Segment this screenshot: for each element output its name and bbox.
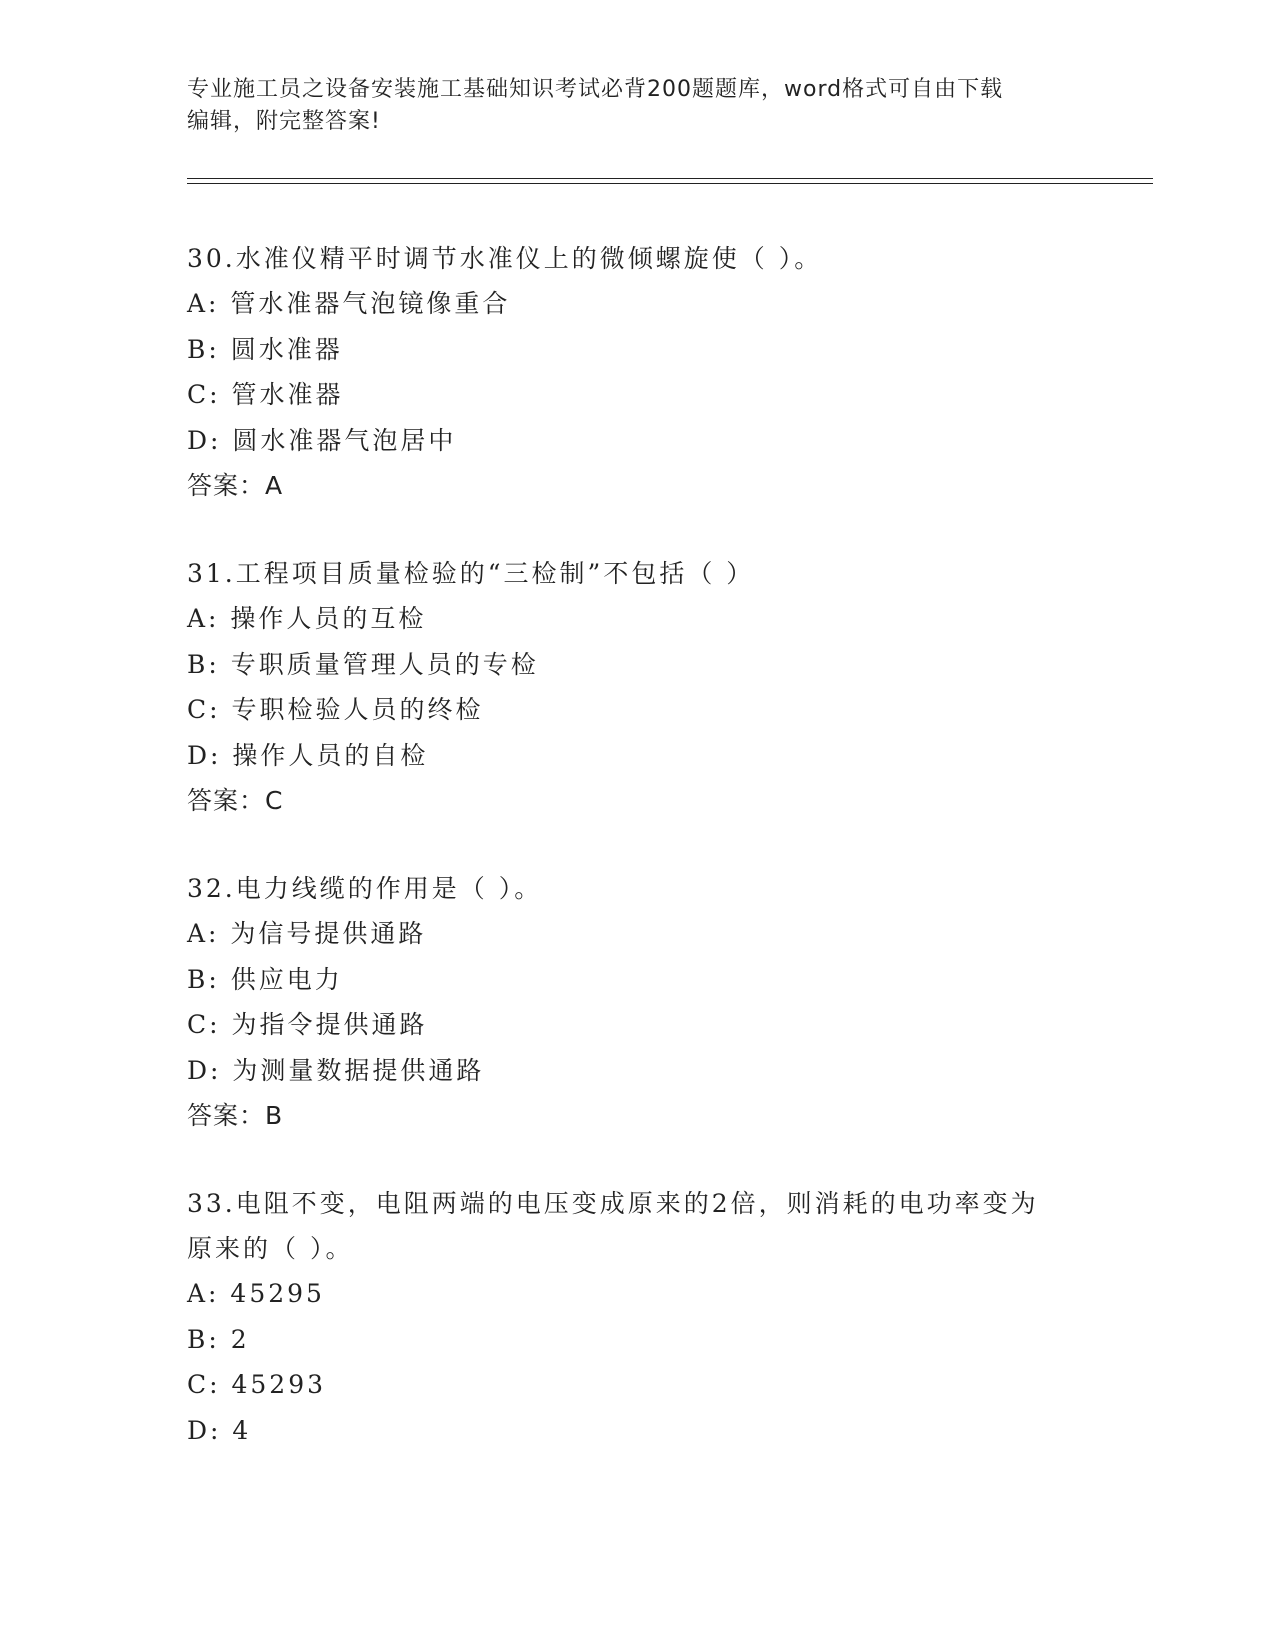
option-b: B: 专职质量管理人员的专检 xyxy=(187,649,539,679)
option-c: C: 为指令提供通路 xyxy=(187,1010,428,1039)
option-a: A: 45295 xyxy=(187,1279,325,1308)
option-b: B: 2 xyxy=(187,1324,250,1354)
question-stem-line-1: 33.电阻不变，电阻两端的电压变成原来的2倍，则消耗的电功率变为 xyxy=(187,1189,1039,1218)
option-d: D: 4 xyxy=(187,1415,252,1445)
question-list xyxy=(187,236,1087,1496)
option-a: A: 操作人员的互检 xyxy=(187,604,427,633)
question-stem: 32.电力线缆的作用是（ ）。 xyxy=(187,874,543,903)
option-b: B: 圆水准器 xyxy=(187,334,343,364)
document-header xyxy=(187,74,1067,138)
header-divider-bottom xyxy=(187,183,1153,184)
question-30 xyxy=(187,236,1087,508)
header-divider-top xyxy=(187,178,1153,179)
option-c: C: 专职检验人员的终检 xyxy=(187,695,484,724)
option-a: A: 为信号提供通路 xyxy=(187,919,427,948)
answer: 答案：A xyxy=(187,471,284,500)
answer: 答案：B xyxy=(187,1101,284,1130)
question-stem-line-2: 原来的（ ）。 xyxy=(187,1234,354,1263)
option-d: D: 为测量数据提供通路 xyxy=(187,1055,485,1085)
option-a: A: 管水准器气泡镜像重合 xyxy=(187,289,511,318)
option-c: C: 管水准器 xyxy=(187,380,344,409)
option-b: B: 供应电力 xyxy=(187,964,343,994)
question-31 xyxy=(187,551,1087,823)
question-stem: 30.水准仪精平时调节水准仪上的微倾螺旋使（ ）。 xyxy=(187,244,823,273)
header-title-line-2: 编辑，附完整答案! xyxy=(187,109,381,134)
header-title-line-1: 专业施工员之设备安装施工基础知识考试必背200题题库，word格式可自由下载 xyxy=(187,77,1004,102)
question-33 xyxy=(187,1181,1087,1453)
question-32 xyxy=(187,866,1087,1138)
option-c: C: 45293 xyxy=(187,1370,327,1399)
option-d: D: 圆水准器气泡居中 xyxy=(187,425,457,455)
answer: 答案：C xyxy=(187,786,284,815)
option-d: D: 操作人员的自检 xyxy=(187,740,429,770)
question-stem: 31.工程项目质量检验的“三检制”不包括（ ） xyxy=(187,559,755,588)
